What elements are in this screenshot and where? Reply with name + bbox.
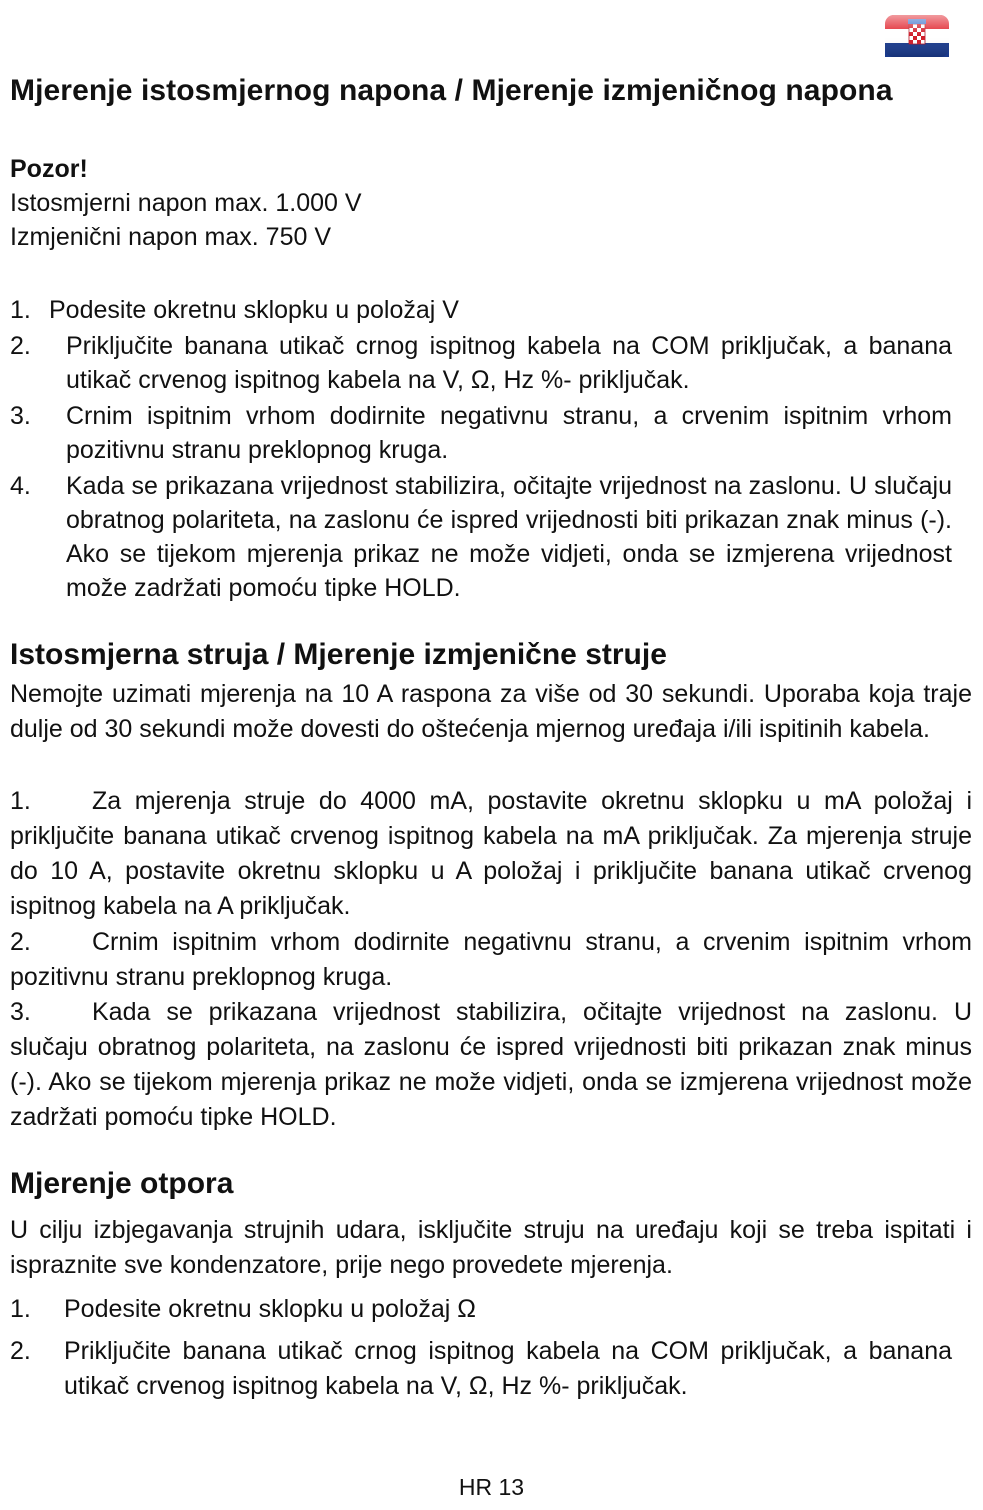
list-text: Podesite okretnu sklopku u položaj Ω [64, 1295, 476, 1323]
warning-line: Izmjenični napon max. 750 V [10, 223, 332, 251]
list-number: 1. [10, 296, 31, 324]
section-heading-resistance: Mjerenje otpora [10, 1167, 234, 1200]
list-text: Podesite okretnu sklopku u položaj V [49, 296, 459, 324]
croatian-flag-icon [884, 14, 950, 60]
list-number: 2. [10, 332, 31, 360]
list-item [10, 1334, 952, 1404]
warning-line: Istosmjerni napon max. 1.000 V [10, 189, 362, 217]
list-item [10, 399, 952, 467]
list-text: Crnim ispitnim vrhom dodirnite negativnu stranu, a crvenim ispitnim vrhom pozitivnu stranu preklopnog kruga. [66, 402, 952, 464]
list-number: 1. [10, 787, 31, 815]
current-step [10, 784, 972, 924]
list-text: Kada se prikazana vrijednost stabilizira, očitajte vrijednost na zaslonu. U slučaju obratnog polariteta, na zaslonu će ispred vrijednosti biti prikazan znak minus (-). Ako se tijekom mjerenja prikaz ne može vidjeti, onda se izmjerena vrijednost može zadržati pomoću tipke HOLD. [66, 472, 952, 602]
current-intro: Nemojte uzimati mjerenja na 10 A raspona za više od 30 sekundi. Uporaba koja traje dulje od 30 sekundi može dovesti do oštećenja mjernog uređaja i/ili ispitinih kabela. [10, 680, 972, 743]
list-item [10, 1292, 952, 1327]
list-number: 4. [10, 472, 31, 500]
list-number: 1. [10, 1295, 31, 1323]
current-step [10, 925, 972, 995]
page-title: Mjerenje istosmjernog napona / Mjerenje izmjeničnog napona [10, 74, 893, 107]
list-text: Crnim ispitnim vrhom dodirnite negativnu stranu, a crvenim ispitnim vrhom pozitivnu stranu preklopnog kruga. [10, 928, 972, 991]
resistance-intro: U cilju izbjegavanja strujnih udara, isključite struju na uređaju koji se treba ispitati i ispraznite sve kondenzatore, prije nego provedete mjerenja. [10, 1216, 972, 1279]
list-text: Kada se prikazana vrijednost stabilizira, očitajte vrijednost na zaslonu. U slučaju obratnog polariteta, na zaslonu će ispred vrijednosti biti prikazan znak minus (-). Ako se tijekom mjerenja prikaz ne može vidjeti, onda se izmjerena vrijednost može zadržati pomoću tipke HOLD. [10, 998, 972, 1131]
list-number: 3. [10, 998, 31, 1026]
list-item [10, 469, 952, 605]
voltage-steps-list [10, 293, 952, 607]
current-step [10, 995, 972, 1135]
list-text: Za mjerenja struje do 4000 mA, postavite okretnu sklopku u mA položaj i priključite banana utikač crvenog ispitnog kabela na mA priključak. Za mjerenja struje do 10 A, postavite okretnu sklopku u A položaj i priključite banana utikač crvenog ispitnog kabela na A priključak. [10, 787, 972, 920]
warning-label: Pozor! [10, 155, 88, 183]
page-number: HR 13 [458, 1474, 525, 1500]
list-text: Priključite banana utikač crnog ispitnog kabela na COM priključak, a banana utikač crvenog ispitnog kabela na V, Ω, Hz %- priključak. [64, 1337, 952, 1400]
list-text: Priključite banana utikač crnog ispitnog kabela na COM priključak, a banana utikač crvenog ispitnog kabela na V, Ω, Hz %- priključak. [66, 332, 952, 394]
list-number: 2. [10, 1337, 31, 1365]
list-number: 2. [10, 928, 31, 956]
resistance-steps-list [10, 1292, 952, 1411]
list-item [10, 329, 952, 397]
section-heading-current: Istosmjerna struja / Mjerenje izmjenične struje [10, 638, 667, 671]
warning-block [10, 152, 362, 254]
list-item [10, 293, 952, 327]
list-number: 3. [10, 402, 31, 430]
